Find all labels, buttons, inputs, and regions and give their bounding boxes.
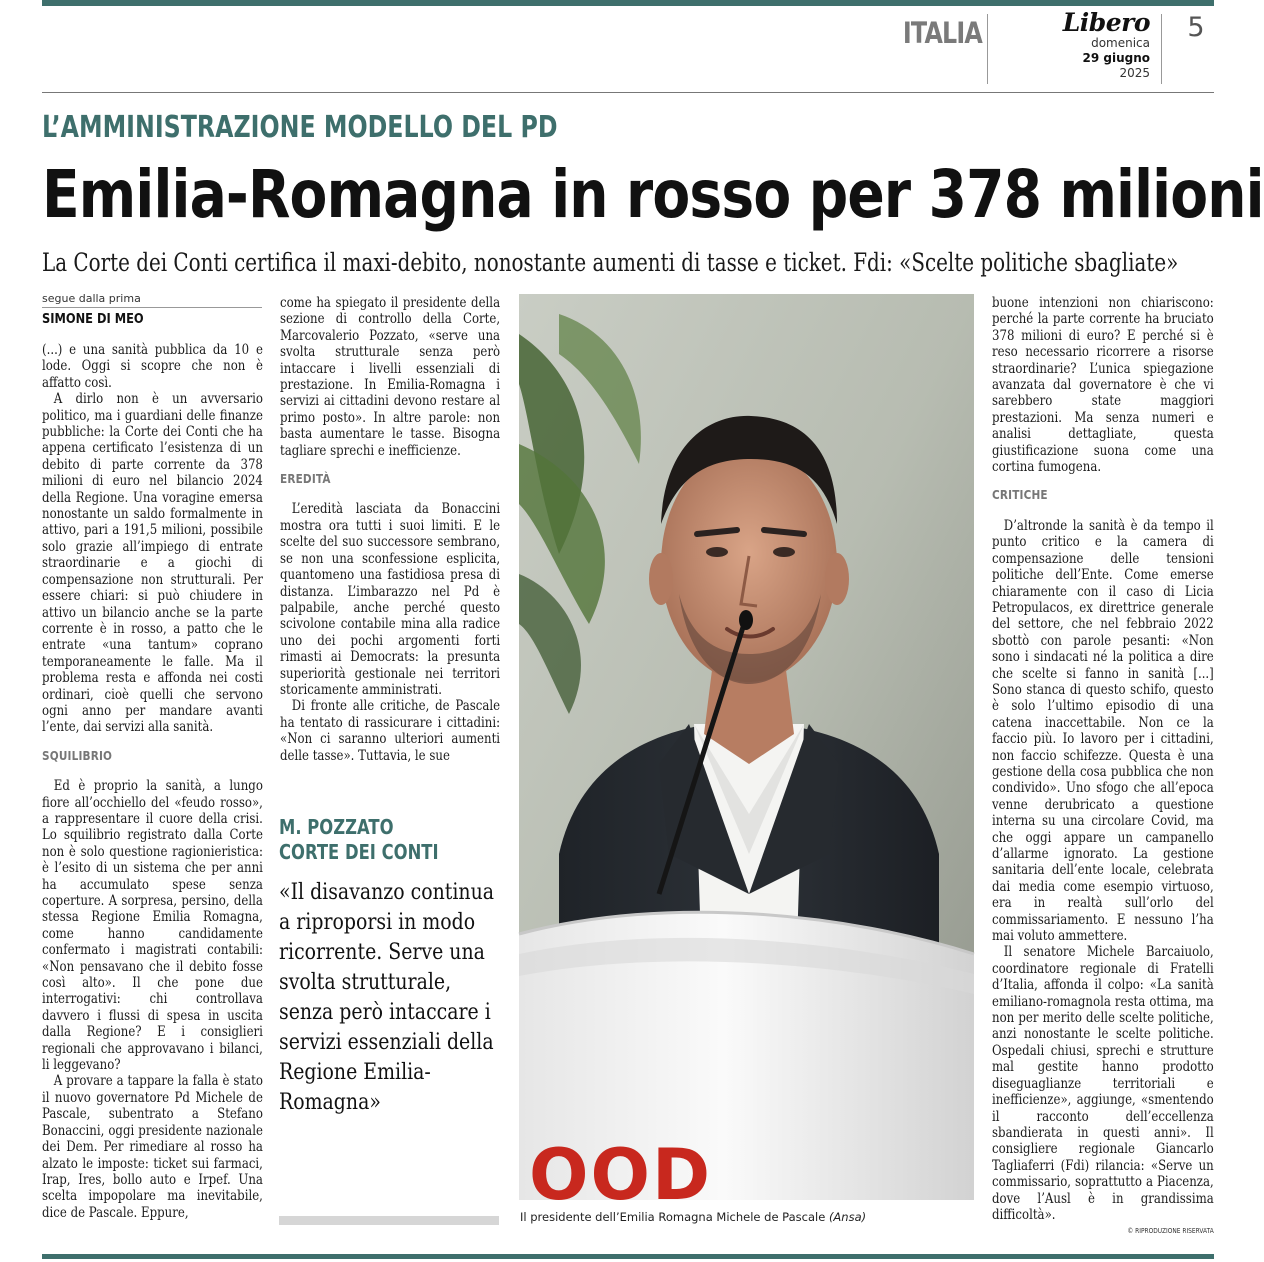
header-rule — [42, 92, 1214, 93]
paragraph: A dirlo non è un avversario politico, ma i guardiani delle finanze pubbliche: la Corte dei Conti che ha appena certificato l’esistenza di un debito di parte corrente da 378 milioni di euro nel bilancio 2024 della Regione. Una voragine emersa nonostante un saldo formalmente in attivo, pari a 191,5 milioni, possibile solo grazie all’impiego di entrate straordinarie e a giochi di compensazione non strutturali. Per essere chiari: si può chiudere in attivo un bilancio anche se la parte corrente è in rosso, a patto che le entrate «una tantum» coprano temporaneamente le falle. Ma il problema resta e affonda nei costi ordinari, cioè quelli che servono ogni anno per mandare avanti l’ente, dai servizi alla sanità. — [42, 391, 263, 736]
header-divider — [1161, 14, 1162, 84]
paragraph: Ed è proprio la sanità, a lungo fiore all’occhiello del «feudo rosso», a rappresentare il cuore della crisi. Lo squilibrio registrato dalla Corte non è solo questione ragionieristica: è l’esito di un sistema che per anni ha accumulato spese senza coperture. A sorpresa, persino, della stessa Regione Emilia Romagna, come hanno candidamente confermato i magistrati contabili: «Non pensavano che il debito fosse così alto». Il che pone due interrogativi: chi controllava davvero i flussi di spesa in uscita dalla Regione? E i consiglieri regionali che approvavano i bilanci, li leggevano? — [42, 778, 263, 1074]
article-column-2 — [280, 295, 500, 785]
quote-text: «Il disavanzo continua a riproporsi in modo ricorrente. Serve una svolta strutturale, senza però intaccare i servizi essenziali della Regione Emilia-Romagna» — [279, 879, 495, 1115]
article-column-4 — [992, 295, 1214, 1236]
photo-illustration — [519, 294, 974, 1216]
issue-date: 29 giugno — [1082, 51, 1150, 65]
top-rule — [42, 0, 1214, 6]
podium-logo-text: OOD — [529, 1134, 713, 1216]
paragraph: Il senatore Michele Barcaiuolo, coordinatore regionale di Fratelli d’Italia, affonda il colpo: «La sanità emiliano-romagnola resta ottima, ma non per merito delle scelte politiche, anzi nonostante le scelte politiche. Ospedali chiusi, sprechi e strutture mal gestite hanno prodotto diseguaglianze territoriali e inefficienze», aggiunge, «smentendo il racconto dell’eccellenza sbandierata in questi anni». Il consigliere regionale Giancarlo Tagliaferri (Fdi) rilancia: «Serve un commissario, soprattutto a Piacenza, dove l’Ausl è in grandissima difficoltà». — [992, 944, 1214, 1223]
quote-bar — [279, 1216, 499, 1225]
pull-quote — [279, 815, 499, 1117]
paragraph: L’eredità lasciata da Bonaccini mostra ora tutti i suoi limiti. E le scelte del suo successore sembrano, se non una sconfessione esplicita, quantomeno una fastidiosa presa di distanza. L’imbarazzo nel Pd è palpabile, anche perché questo scivolone contabile mina alla radice uno dei pochi argomenti forti rimasti ai Democrats: la presunta superiorità gestionale nei territori storicamente amministrati. — [280, 501, 501, 698]
paragraph: (...) e una sanità pubblica da 10 e lode. Oggi si scopre che non è affatto così. — [42, 342, 263, 391]
subheading: CRITICHE — [992, 487, 1048, 503]
header-divider — [987, 14, 988, 84]
paragraph: D’altronde la sanità è da tempo il punto critico e la camera di compensazione delle tensioni politiche dell’Ente. Come emerse chiaramente con il caso di Licia Petropulacos, ex direttrice generale del settore, che nel febbraio 2022 sbottò con parole pesanti: «Non sono i sindacati né la politica a dire che scelte si fanno in sanità [...] Sono stanca di questo schifo, questo è solo l’ultimo episodio di una catena inaccettabile. Non ce la faccio più. Io lavoro per i cittadini, non faccio schifezze. Questa è una gestione della cosa pubblica che non condivido». Uno sfogo che all’epoca venne derubricato a questione interna su una circolare Covid, ma che oggi appare un campanello d’allarme ignorato. La gestione sanitaria dell’ente locale, celebrata dai media come esempio virtuoso, era in realtà sull’orlo del commissariamento. E nessuno l’ha mai voluto ammettere. — [992, 517, 1214, 945]
article-column-1 — [42, 342, 263, 1222]
photo-credit: (Ansa) — [828, 1210, 867, 1224]
quote-author: M. POZZATO — [279, 815, 394, 839]
masthead — [1040, 10, 1150, 81]
article-photo — [519, 294, 974, 1216]
caption-text: Il presidente dell’Emilia Romagna Michele de Pascale — [520, 1210, 826, 1224]
newspaper-logo: Libero — [1062, 8, 1150, 37]
article-headline: Emilia-Romagna in rosso per 378 milioni — [42, 156, 1264, 233]
section-label: ITALIA — [902, 16, 982, 50]
subheading: SQUILIBRIO — [42, 747, 113, 763]
continued-from-label: segue dalla prima — [42, 292, 141, 305]
copyright-notice: © RIPRODUZIONE RISERVATA — [1127, 1227, 1214, 1236]
article-subhead: La Corte dei Conti certifica il maxi-debito, nonostante aumenti di tasse e ticket. Fdi: «Scelte politiche sbagliate» — [42, 248, 1179, 277]
paragraph: Di fronte alle critiche, de Pascale ha tentato di rassicurare i cittadini: «Non ci saranno ulteriori aumenti delle tasse». Tuttavia, le sue — [280, 698, 501, 764]
article-kicker: L’AMMINISTRAZIONE MODELLO DEL PD — [42, 110, 558, 145]
byline-rule — [42, 307, 262, 308]
paragraph: come ha spiegato il presidente della sezione di controllo della Corte, Marcovalerio Pozzato, «serve una svolta strutturale senza però intaccare i livelli essenziali di prestazione. In Emilia-Romagna i servizi ai cittadini devono restare al primo posto». In altre parole: non basta aumentare le tasse. Bisogna tagliare sprechi e inefficienze. — [280, 295, 501, 459]
page-number: 5 — [1187, 12, 1205, 43]
byline: SIMONE DI MEO — [42, 312, 144, 327]
bottom-rule — [42, 1254, 1214, 1259]
quote-author-role: CORTE DEI CONTI — [279, 840, 439, 864]
paragraph: buone intenzioni non chiariscono: perché la parte corrente ha bruciato 378 milioni di euro? E perché si è reso necessario ricorrere a risorse straordinarie? L’unica spiegazione avanzata dal governatore è che vi sarebbero state maggiori prestazioni. Ma senza numeri e analisi dettagliate, questa giustificazione suona come una cortina fumogena. — [992, 295, 1214, 476]
subheading: EREDITÀ — [280, 471, 331, 487]
photo-caption — [520, 1210, 866, 1224]
paragraph: A provare a tappare la falla è stato il nuovo governatore Pd Michele de Pascale, subentrato a Stefano Bonaccini, oggi presidente nazionale dei Dem. Per rimediare al rosso ha alzato le imposte: ticket sui farmaci, Irap, Ires, bollo auto e Irpef. Una scelta impopolare ma inevitabile, dice de Pascale. Eppure, — [42, 1073, 263, 1221]
issue-day: domenica — [1091, 36, 1150, 50]
issue-year: 2025 — [1119, 66, 1150, 80]
